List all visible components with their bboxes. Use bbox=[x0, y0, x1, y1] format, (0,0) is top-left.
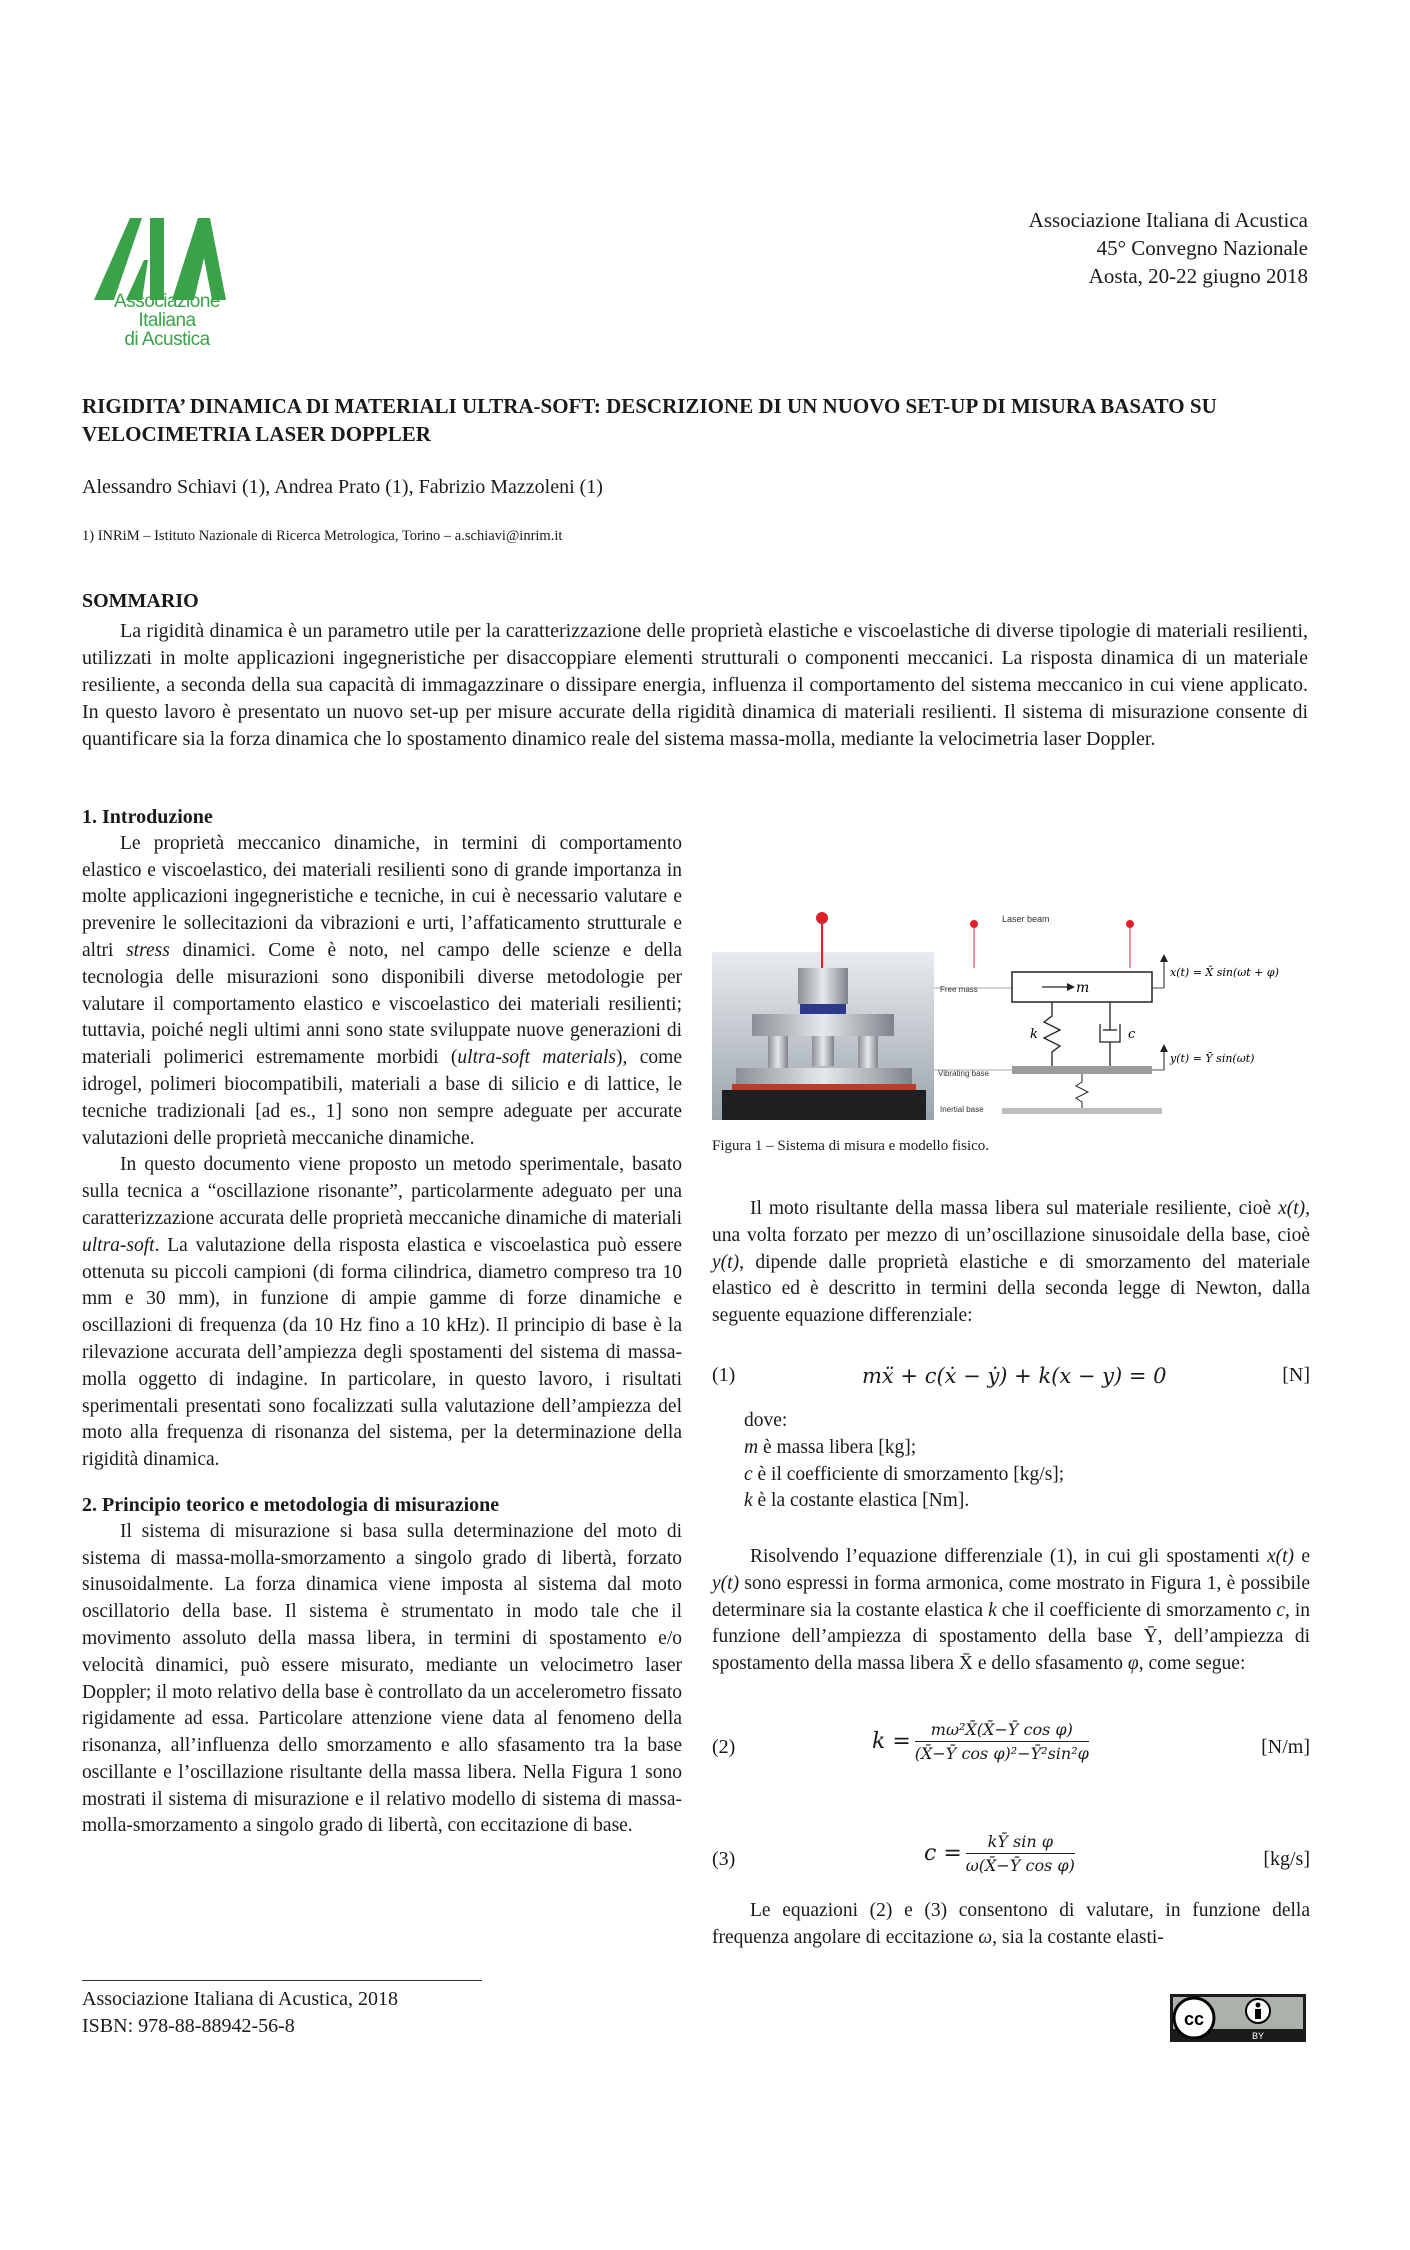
damper-symbol: c bbox=[1128, 1027, 1136, 1042]
footer-info bbox=[82, 1986, 398, 2040]
cc-by-label: BY bbox=[1251, 2031, 1265, 2041]
math-inline: x(t) bbox=[1278, 1198, 1306, 1219]
equation-1 bbox=[712, 1364, 1310, 1404]
figure-caption: Figura 1 – Sistema di misura e modello fisico. bbox=[712, 1138, 990, 1154]
text-run: , come segue: bbox=[1138, 1653, 1246, 1675]
emphasis: ultra-soft bbox=[82, 1234, 155, 1256]
conference-info bbox=[1029, 206, 1308, 290]
text-run: Il moto risultante della massa libera sul materiale resiliente, cioè bbox=[750, 1198, 1279, 1219]
section1-paragraph1 bbox=[82, 831, 682, 1153]
equation-3 bbox=[712, 1832, 1310, 1892]
math-inline: c bbox=[744, 1463, 753, 1485]
math-inline: c bbox=[1276, 1599, 1285, 1621]
equation-3-lhs: c = bbox=[924, 1841, 962, 1866]
authors: Alessandro Schiavi (1), Andrea Prato (1), Fabrizio Mazzoleni (1) bbox=[82, 476, 603, 498]
definition-m bbox=[744, 1435, 1304, 1462]
equation-3-body bbox=[924, 1832, 1075, 1875]
text-run: ), come idrogel, polimeri biocompatibili, materiali a base di silicio e di lattice, le tecniche tradizionali [ad es., 1] sono non sempre adeguate per accurate valutazioni delle proprietà meccaniche dinamiche. bbox=[82, 1047, 682, 1149]
equation-3-denominator: ω(X̄−Ȳ cos φ) bbox=[965, 1856, 1075, 1875]
inertial-base-label: Inertial base bbox=[940, 1105, 984, 1114]
equation-1-unit: [N] bbox=[1282, 1364, 1310, 1386]
equation-2 bbox=[712, 1720, 1310, 1780]
conference-line2: 45° Convegno Nazionale bbox=[1096, 236, 1308, 260]
y-equation: y(t) = Ȳ sin(ωt) bbox=[1170, 1052, 1255, 1065]
footer-copyright: Associazione Italiana di Acustica, 2018 bbox=[82, 1988, 399, 2010]
equation-3-numerator: kȲ sin φ bbox=[966, 1832, 1075, 1854]
equation-2-fraction bbox=[915, 1720, 1089, 1763]
math-inline: ω bbox=[978, 1926, 993, 1948]
equation-2-unit: [N/m] bbox=[1261, 1736, 1310, 1758]
math-inline: y(t) bbox=[712, 1572, 740, 1594]
math-inline: y(t) bbox=[712, 1251, 740, 1273]
math-inline: x(t) bbox=[1266, 1546, 1295, 1567]
section1-heading: 1. Introduzione bbox=[82, 806, 213, 828]
equation-2-lhs: k = bbox=[872, 1729, 911, 1754]
equation-2-denominator: (X̄−Ȳ cos φ)²−Ȳ²sin²φ bbox=[914, 1744, 1089, 1763]
equation-2-number: (2) bbox=[712, 1736, 736, 1758]
text-run: , sia la costante elasti- bbox=[992, 1926, 1164, 1948]
text-run: Risolvendo l’equazione differenziale (1), in cui gli spostamenti bbox=[750, 1546, 1267, 1567]
right-column-paragraph2 bbox=[712, 1544, 1310, 1678]
text-run: è massa libera [kg]; bbox=[758, 1436, 917, 1458]
left-column bbox=[82, 804, 682, 1840]
text-run: Le equazioni (2) e (3) consentono di valutare, in funzione della frequenza angolare di eccitazione bbox=[712, 1900, 1310, 1948]
emphasis: ultra-soft materials bbox=[457, 1047, 617, 1069]
logo-text-line1: Associazione bbox=[114, 291, 220, 312]
mass-symbol: m bbox=[1076, 980, 1090, 996]
right-column-paragraph3 bbox=[712, 1898, 1310, 1952]
cc-by-license-badge[interactable] bbox=[1170, 1994, 1306, 2042]
equation-1-body: mẍ + c(ẋ − ẏ) + k(x − y) = 0 bbox=[862, 1364, 1167, 1388]
equation-3-unit: [kg/s] bbox=[1263, 1848, 1310, 1870]
text-run: , una volta forzato per mezzo di un’oscillazione sinusoidale della base, cioè bbox=[712, 1198, 1310, 1246]
x-equation: x(t) = X̄ sin(ωt + φ) bbox=[1170, 966, 1279, 979]
text-run: . La valutazione della risposta elastica e viscoelastica può essere ottenuta su piccoli campioni (di forma cilindrica, diametro compreso tra 10 mm e 30 mm), in funzione di ampie gamme di forze dinamiche e oscillazioni di frequenza (da 10 Hz fino a 10 kHz). Il principio di base è la rilevazione accurata dell’ampiezza degli spostamenti del sistema di massa-molla oggetto di indagine. In particolare, in questo lavoro, i risultati sperimentali presentati sono focalizzati sulla valutazione dell’ampiezza del moto alla frequenza di risonanza del sistema, per la determinazione della rigidità dinamica. bbox=[82, 1234, 682, 1471]
right-column-paragraph1 bbox=[712, 1196, 1310, 1330]
text-run: In questo documento viene proposto un metodo sperimentale, basato sulla tecnica a “oscillazione risonante”, particolarmente adeguato per una caratterizzazione accurata delle proprietà meccaniche dinamiche di materiali bbox=[82, 1154, 682, 1229]
setup-photo bbox=[712, 912, 934, 1120]
definitions-intro: dove: bbox=[744, 1410, 788, 1431]
math-inline: k bbox=[744, 1490, 753, 1512]
free-mass-label: Free mass bbox=[940, 985, 978, 994]
emphasis: stress bbox=[126, 939, 170, 961]
section1-paragraph2 bbox=[82, 1152, 682, 1474]
text-run: e bbox=[1294, 1546, 1311, 1567]
equation-2-numerator: mω²X̄(X̄−Ȳ cos φ) bbox=[915, 1720, 1089, 1742]
text-run: dinamici. Come è noto, nel campo delle scienze e della tecnologia delle misurazioni sono disponibili diverse metodologie per valutare il comportamento elastico e viscoelastico dei materiali resilienti; tuttavia, poiché negli ultimi anni sono state sviluppate nuove generazioni di materiali polimerici estremamente morbidi ( bbox=[82, 939, 682, 1069]
section2-paragraph1: Il sistema di misurazione si basa sulla determinazione del moto di sistema di massa-molla-smorzamento a singolo grado di libertà, forzato sinusoidalmente. La forza dinamica viene imposta al sistema dal moto oscillatorio della base. Il sistema è strumentato in modo tale che il movimento assoluto della massa libera, in termini di spostamento e/o velocità dinamici, può essere misurato, mediante un velocimetro laser Doppler; il moto relativo della base è controllato da un accelerometro fissato rigidamente ad essa. Particolare attenzione viene data al fenomeno della risonanza, all’influenza dello smorzamento e allo sfasamento tra la base oscillante e l’oscillazione risultante della massa libera. Nella Figura 1 sono mostrati il sistema di misurazione e il relativo modello di sistema di massa-molla-smorzamento a singolo grado di libertà, con eccitazione di base. bbox=[82, 1520, 682, 1837]
text-run: che il coefficiente di smorzamento bbox=[996, 1599, 1277, 1621]
laser-beam-label: Laser beam bbox=[1002, 914, 1050, 924]
footer-rule bbox=[82, 1980, 482, 1981]
logo-text-line3: di Acustica bbox=[124, 329, 210, 350]
definition-k bbox=[744, 1488, 1304, 1515]
section2-heading: 2. Principio teorico e metodologia di misurazione bbox=[82, 1493, 500, 1516]
math-inline: φ bbox=[1127, 1653, 1139, 1675]
conference-line3: Aosta, 20-22 giugno 2018 bbox=[1088, 264, 1308, 288]
footer-isbn: ISBN: 978-88-88942-56-8 bbox=[82, 2015, 295, 2037]
definition-c bbox=[744, 1462, 1304, 1489]
text-run: sono espressi in forma armonica, come mostrato in Figura 1, è possibile determinare sia la costante elastica bbox=[712, 1572, 1310, 1621]
logo-text-line2: Italiana bbox=[138, 310, 196, 331]
figure-1 bbox=[712, 912, 1310, 1122]
paper-title: RIGIDITA’ DINAMICA DI MATERIALI ULTRA-SOFT: DESCRIZIONE DI UN NUOVO SET-UP DI MISURA BASATO SU VELOCIMETRIA LASER DOPPLER bbox=[82, 394, 1217, 446]
text-run: è il coefficiente di smorzamento [kg/s]; bbox=[752, 1463, 1065, 1485]
equation-3-number: (3) bbox=[712, 1848, 736, 1870]
conference-line1: Associazione Italiana di Acustica bbox=[1028, 208, 1308, 232]
text-run: , dipende dalle proprietà elastiche e di smorzamento del materiale elastico ed è descritto in termini della seconda legge di Newton, dalla seguente equazione differenziale: bbox=[712, 1251, 1310, 1327]
definitions-list bbox=[744, 1408, 1304, 1515]
affiliation: 1) INRiM – Istituto Nazionale di Ricerca Metrologica, Torino – a.schiavi@inrim.it bbox=[82, 528, 563, 544]
logo-text bbox=[92, 292, 242, 349]
spring-symbol: k bbox=[1030, 1027, 1038, 1042]
physical-model-diagram bbox=[934, 914, 1279, 1114]
abstract-text: La rigidità dinamica è un parametro utile per la caratterizzazione delle proprietà elastiche e viscoelastiche di diverse tipologie di materiali resilienti, utilizzati in molte applicazioni ingegneristiche per disaccoppiare elementi strutturali o componenti meccanici. La risposta dinamica di un materiale resiliente, a seconda della sua capacità di immagazzinare o dissipare energia, influenza il comportamento del sistema meccanico in cui viene applicato. In questo lavoro è presentato un nuovo set-up per misure accurate della rigidità dinamica di materiali resilienti. Il sistema di misurazione consente di quantificare sia la forza dinamica che lo spostamento dinamico reale del sistema massa-molla, mediante la velocimetria laser Doppler. bbox=[82, 620, 1308, 750]
text-run: , in funzione dell’ampiezza di spostamento della base Ȳ, dell’ampiezza di spostamento della massa libera X̄ e dello sfasamento bbox=[712, 1599, 1310, 1675]
text-run: Le proprietà meccanico dinamiche, in termini di comportamento elastico e viscoelastico, dei materiali resilienti sono di grande importanza in molte applicazioni ingegneristiche e tecniche, in cui è necessario valutare e prevenire le sollecitazioni da vibrazioni e urti, l’affaticamento strutturale e altri bbox=[82, 832, 682, 961]
math-inline: m bbox=[744, 1436, 759, 1458]
text-run: è la costante elastica [Nm]. bbox=[752, 1490, 970, 1512]
math-inline: k bbox=[988, 1599, 997, 1621]
equation-3-fraction bbox=[966, 1832, 1075, 1875]
equation-1-number: (1) bbox=[712, 1364, 736, 1386]
vibrating-base-label: Vibrating base bbox=[938, 1069, 989, 1078]
svg-text:cc: cc bbox=[1183, 2009, 1205, 2029]
equation-2-body bbox=[872, 1720, 1089, 1763]
abstract-heading: SOMMARIO bbox=[82, 590, 199, 612]
